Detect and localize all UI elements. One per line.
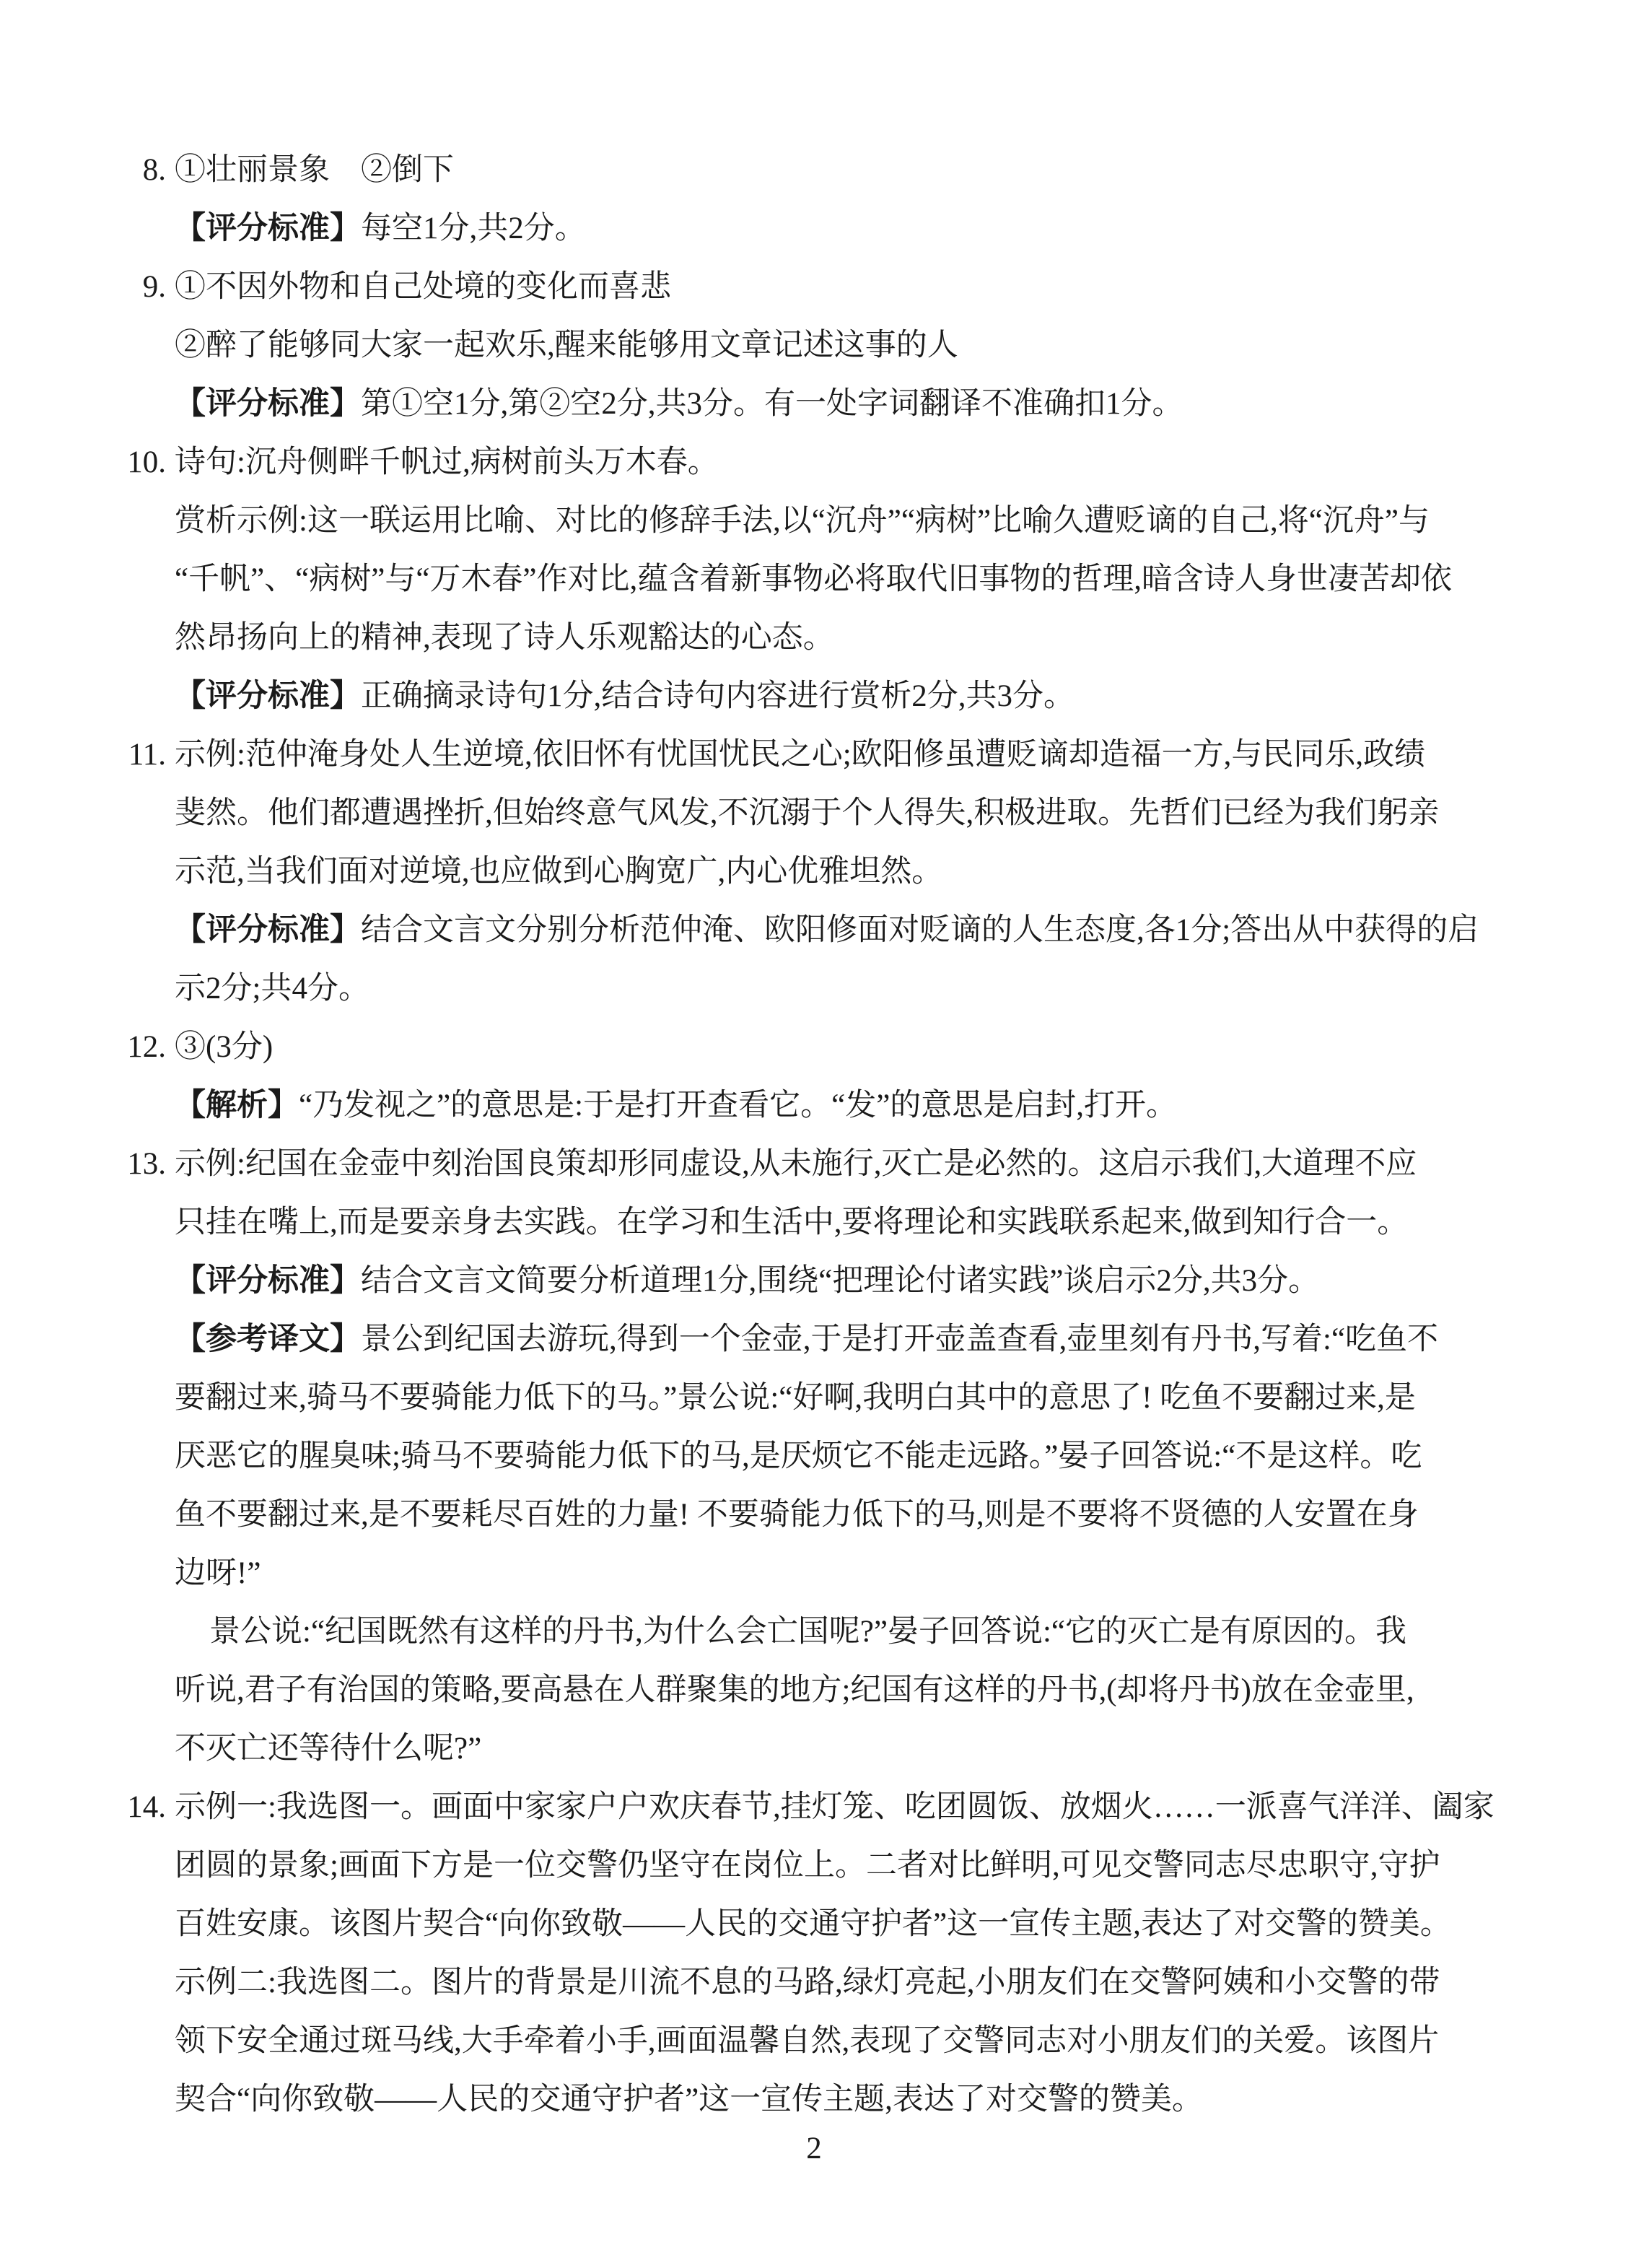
answer-line [108,1836,1559,1895]
answer-line [108,1076,1559,1135]
line-text: 斐然。他们都遭遇挫折,但始终意气风发,不沉溺于个人得失,积极进取。先哲们已经为我们躬亲 [175,796,1440,830]
line-text: 结合文言文简要分析道理1分,围绕“把理论付诸实践”谈启示2分,共3分。 [361,1264,1320,1298]
answer-line [108,492,1559,550]
answer-line [108,609,1559,667]
answer-line [108,1953,1559,2012]
answer-line [108,1252,1559,1310]
line-bold-label: 【评分标准】 [175,1263,361,1298]
line-text: 不灭亡还等待什么呢?” [175,1732,482,1766]
line-text: ①壮丽景象 ②倒下 [175,153,454,187]
page-number: 2 [806,2132,822,2165]
answer-line [108,667,1559,725]
line-text: 要翻过来,骑马不要骑能力低下的马。”景公说:“好啊,我明白其中的意思了! 吃鱼不要翻过来,是 [175,1381,1416,1415]
line-text: 鱼不要翻过来,是不要耗尽百姓的力量! 不要骑能力低下的马,则是不要将不贤德的人安置在身 [175,1498,1419,1532]
answer-line [108,1778,1559,1836]
answer-line [108,959,1559,1018]
line-text: “乃发视之”的意思是:于是打开查看它。“发”的意思是启封,打开。 [299,1089,1178,1122]
line-text: 只挂在嘴上,而是要亲身去实践。在学习和生活中,要将理论和实践联系起来,做到知行合一。 [175,1205,1409,1239]
line-text: 第①空1分,第②空2分,共3分。有一处字词翻译不准确扣1分。 [361,387,1183,421]
line-text: 契合“向你致敬——人民的交通守护者”这一宣传主题,表达了对交警的赞美。 [175,2082,1203,2116]
line-text: 百姓安康。该图片契合“向你致敬——人民的交通守护者”这一宣传主题,表达了对交警的赞美。 [175,1907,1451,1941]
line-text: 示2分;共4分。 [175,972,369,1006]
line-text: 赏析示例:这一联运用比喻、对比的修辞手法,以“沉舟”“病树”比喻久遭贬谪的自己,将“沉舟”与 [175,504,1430,538]
line-bold-label: 【参考译文】 [175,1322,361,1356]
answer-line [108,2012,1559,2070]
answer-line [108,316,1559,375]
line-text: ②醉了能够同大家一起欢乐,醒来能够用文章记述这事的人 [175,328,958,362]
line-text: 示例:范仲淹身处人生逆境,依旧怀有忧国忧民之心;欧阳修虽遭贬谪却造福一方,与民同乐,政绩 [175,738,1426,772]
answer-line [108,842,1559,901]
answer-lines [108,141,1559,2129]
answer-line [108,1193,1559,1252]
answer-line [108,1602,1559,1661]
answer-line [108,1544,1559,1602]
line-bold-label: 【解析】 [175,1088,299,1122]
answer-line [108,375,1559,433]
answer-line [108,199,1559,258]
answer-line [108,725,1559,784]
answer-line [108,1369,1559,1427]
answer-line [108,433,1559,492]
line-number: 13. [127,1147,166,1181]
answer-line [108,550,1559,609]
line-text: 厌恶它的腥臭味;骑马不要骑能力低下的马,是厌烦它不能走远路。”晏子回答说:“不是这样。吃 [175,1439,1422,1473]
line-bold-label: 【评分标准】 [175,679,361,713]
answer-line [108,141,1559,199]
line-number: 11. [128,738,166,772]
line-text: 示例一:我选图一。画面中家家户户欢庆春节,挂灯笼、吃团圆饭、放烟火……一派喜气洋洋、阖家 [175,1790,1494,1824]
answer-line [108,1661,1559,1719]
line-text: 结合文言文分别分析范仲淹、欧阳修面对贬谪的人生态度,各1分;答出从中获得的启 [361,913,1479,947]
line-number: 9. [142,270,166,304]
line-number: 10. [127,445,166,479]
line-text: 听说,君子有治国的策略,要高悬在人群聚集的地方;纪国有这样的丹书,(却将丹书)放在金壶里, [175,1673,1414,1707]
line-bold-label: 【评分标准】 [175,912,361,947]
line-text: 每空1分,共2分。 [361,211,586,245]
answer-line [108,1018,1559,1076]
line-number: 8. [142,153,166,187]
answer-line [108,1427,1559,1486]
answer-line [108,1310,1559,1369]
answer-line [108,1719,1559,1778]
line-text: 示例二:我选图二。图片的背景是川流不息的马路,绿灯亮起,小朋友们在交警阿姨和小交警的带 [175,1966,1440,1999]
answer-line [108,258,1559,316]
line-text: 正确摘录诗句1分,结合诗句内容进行赏析2分,共3分。 [361,679,1075,713]
line-number: 14. [127,1790,166,1824]
line-text: ①不因外物和自己处境的变化而喜悲 [175,270,671,304]
line-text: 景公说:“纪国既然有这样的丹书,为什么会亡国呢?”晏子回答说:“它的灭亡是有原因的。我 [209,1615,1406,1649]
line-number: 12. [127,1030,166,1064]
answer-line [108,901,1559,959]
line-text: 示例:纪国在金壶中刻治国良策却形同虚设,从未施行,灭亡是必然的。这启示我们,大道理不应 [175,1147,1417,1181]
line-text: ③(3分) [175,1030,273,1064]
line-text: 团圆的景象;画面下方是一位交警仍坚守在岗位上。二者对比鲜明,可见交警同志尽忠职守,守护 [175,1849,1440,1883]
answer-line [108,1135,1559,1193]
line-text: 景公到纪国去游玩,得到一个金壶,于是打开壶盖查看,壶里刻有丹书,写着:“吃鱼不 [361,1322,1439,1356]
answer-line [108,1486,1559,1544]
line-text: 边呀!” [175,1556,261,1590]
answer-line [108,784,1559,842]
line-text: “千帆”、“病树”与“万木春”作对比,蕴含着新事物必将取代旧事物的哲理,暗含诗人身世凄苦却依 [175,562,1453,596]
answer-line [108,2070,1559,2129]
answer-line [108,1895,1559,1953]
line-text: 领下安全通过斑马线,大手牵着小手,画面温馨自然,表现了交警同志对小朋友们的关爱。该图片 [175,2024,1440,2058]
line-bold-label: 【评分标准】 [175,386,361,421]
line-text: 然昂扬向上的精神,表现了诗人乐观豁达的心态。 [175,621,834,655]
line-text: 示范,当我们面对逆境,也应做到心胸宽广,内心优雅坦然。 [175,855,943,889]
line-text: 诗句:沉舟侧畔千帆过,病树前头万木春。 [175,445,719,479]
line-bold-label: 【评分标准】 [175,211,361,245]
